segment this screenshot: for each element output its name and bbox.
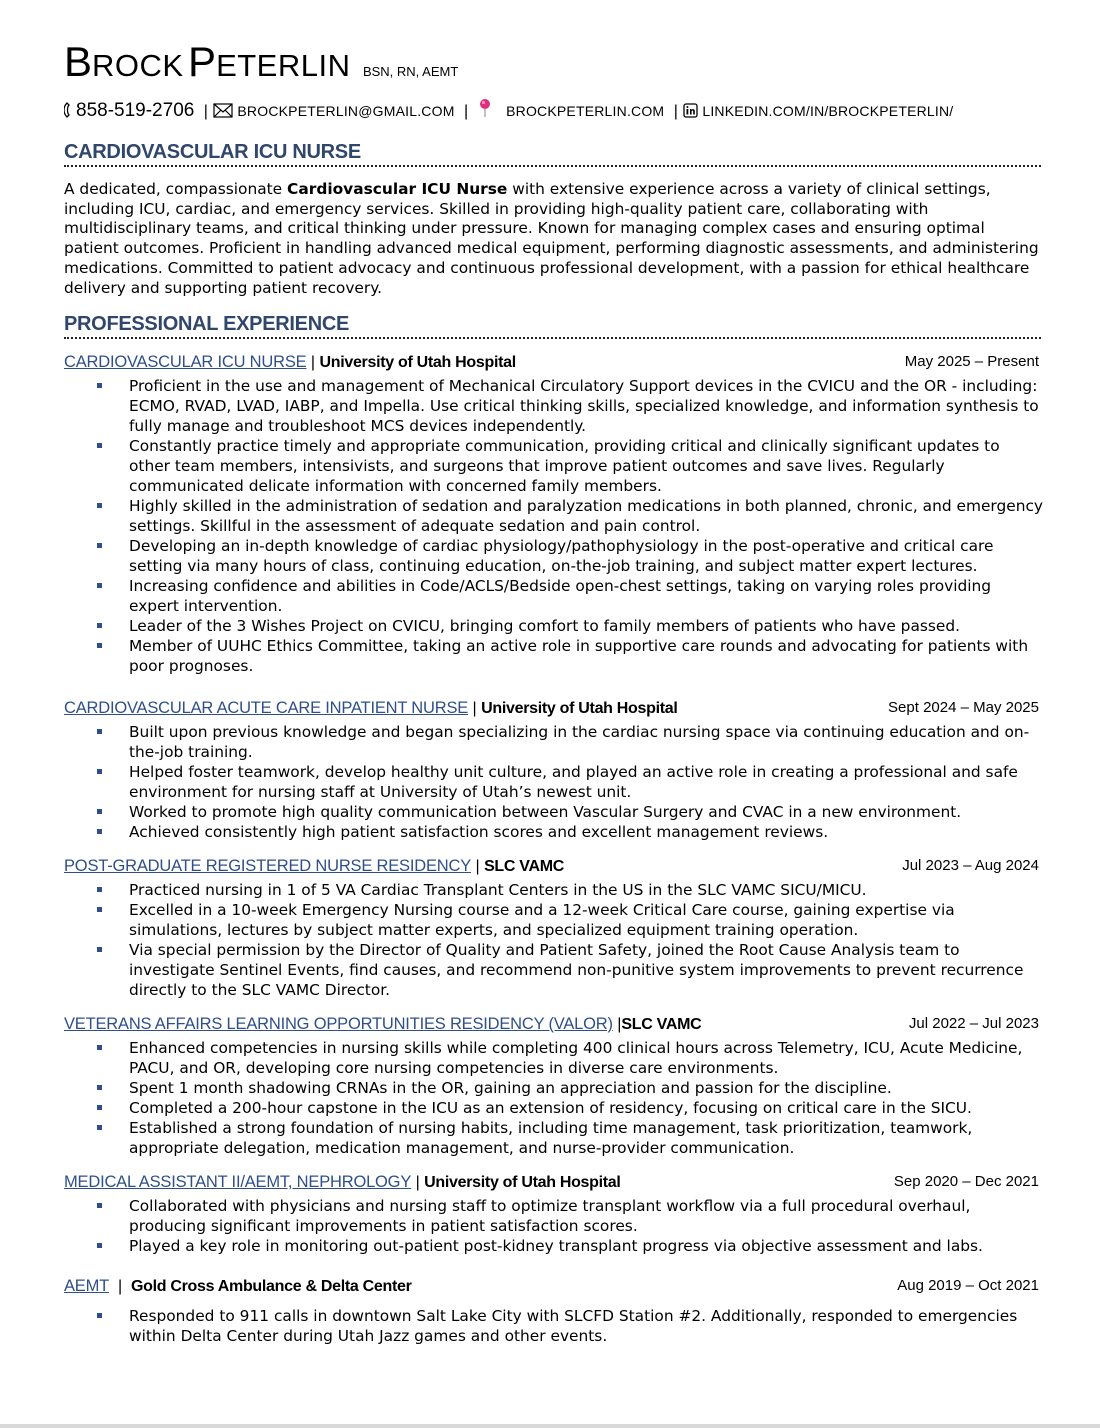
list-item: Via special permission by the Director of Quality and Patient Safety, joined the Root Cause Analysis team to investigate Sentinel Events, find causes, and recommend non-punitive system improvements to prevent recurrence directly to the SLC VAMC Director.	[64, 940, 1044, 1000]
email-link[interactable]: BROCKPETERLIN@GMAIL.COM	[237, 103, 455, 119]
name-first-initial: B	[64, 38, 93, 85]
job-header: VETERANS AFFAIRS LEARNING OPPORTUNITIES RESIDENCY (VALOR) |SLC VAMC Jul 2022 – Jul 2023	[64, 1015, 1039, 1033]
linkedin-icon	[683, 103, 698, 123]
list-item: Member of UUHC Ethics Committee, taking an active role in supportive care rounds and advocating for patients with poor prognoses.	[64, 636, 1044, 676]
list-item: Constantly practice timely and appropriate communication, providing critical and clinically significant updates to other team members, intensivists, and surgeons that improve patient outcomes and save lives. Regularly communicated delicate information with concerned family members.	[64, 436, 1044, 496]
job-title[interactable]: POST-GRADUATE REGISTERED NURSE RESIDENCY	[64, 857, 472, 875]
name-first-rest: ROCK	[92, 48, 184, 83]
job-bullets	[64, 722, 1044, 842]
job-header: CARDIOVASCULAR ACUTE CARE INPATIENT NURSE | University of Utah Hospital Sept 2024 – May 2025	[64, 699, 1039, 717]
job-dates: Jul 2023 – Aug 2024	[902, 857, 1039, 874]
job-organization: SLC VAMC	[621, 1016, 702, 1033]
job-dates: Sept 2024 – May 2025	[888, 699, 1039, 716]
list-item: Established a strong foundation of nursing habits, including time management, task prioritization, teamwork, appropriate delegation, medication management, and nurse-provider communication.	[64, 1118, 1044, 1158]
job-dates: Aug 2019 – Oct 2021	[897, 1277, 1039, 1294]
job-title[interactable]: AEMT	[64, 1277, 110, 1295]
job-organization: Gold Cross Ambulance & Delta Center	[130, 1278, 412, 1295]
job-dates: Sep 2020 – Dec 2021	[893, 1173, 1039, 1190]
website-link[interactable]: BROCKPETERLIN.COM	[506, 103, 665, 119]
separator: |	[203, 103, 208, 120]
list-item: Leader of the 3 Wishes Project on CVICU, bringing comfort to family members of patients who have passed.	[64, 616, 1044, 636]
job-bullets	[64, 1038, 1044, 1158]
list-item: Played a key role in monitoring out-patient post-kidney transplant progress via objective assessment and labs.	[64, 1236, 1044, 1256]
job-header: CARDIOVASCULAR ICU NURSE | University of Utah Hospital May 2025 – Present	[64, 353, 1039, 371]
job-header: MEDICAL ASSISTANT II/AEMT, NEPHROLOGY | University of Utah Hospital Sep 2020 – Dec 2021	[64, 1173, 1039, 1191]
page-edge	[0, 1424, 1100, 1428]
list-item: Achieved consistently high patient satisfaction scores and excellent management reviews.	[64, 822, 1044, 842]
list-item: Highly skilled in the administration of sedation and paralyzation medications in both planned, chronic, and emergency settings. Skillful in the assessment of adequate sedation and pain control.	[64, 496, 1044, 536]
credentials: BSN, RN, AEMT	[362, 64, 459, 79]
phone-number[interactable]: 858-519-2706	[76, 100, 195, 121]
candidate-name	[64, 38, 458, 86]
list-item: Built upon previous knowledge and began specializing in the cardiac nursing space via continuing education and on-the-job training.	[64, 722, 1044, 762]
list-item: Practiced nursing in 1 of 5 VA Cardiac Transplant Centers in the US in the SLC VAMC SICU/MICU.	[64, 880, 1044, 900]
job-organization: University of Utah Hospital	[424, 1174, 621, 1191]
job-bullets	[64, 376, 1044, 676]
section-divider	[64, 337, 1041, 339]
linkedin-link[interactable]: LINKEDIN.COM/IN/BROCKPETERLIN/	[702, 103, 954, 119]
job-title[interactable]: CARDIOVASCULAR ACUTE CARE INPATIENT NURSE	[64, 699, 469, 717]
list-item: Developing an in-depth knowledge of cardiac physiology/pathophysiology in the post-operative and critical care setting via many hours of class, continuing education, on-the-job training, and subject matter expert lectures.	[64, 536, 1044, 576]
separator: |	[673, 103, 678, 120]
section-divider	[64, 165, 1041, 167]
list-item: Enhanced competencies in nursing skills while completing 400 clinical hours across Telemetry, ICU, Acute Medicine, PACU, and OR, developing core nursing competencies in diverse care environments.	[64, 1038, 1044, 1078]
job-organization: University of Utah Hospital	[319, 354, 516, 371]
list-item: Increasing confidence and abilities in Code/ACLS/Bedside open-chest settings, taking on varying roles providing expert intervention.	[64, 576, 1044, 616]
job-organization: SLC VAMC	[484, 858, 565, 875]
name-last-initial: P	[188, 38, 217, 85]
job-header: AEMT | Gold Cross Ambulance & Delta Center Aug 2019 – Oct 2021	[64, 1277, 1039, 1295]
job-header: POST-GRADUATE REGISTERED NURSE RESIDENCY | SLC VAMC Jul 2023 – Aug 2024	[64, 857, 1039, 875]
email-icon	[213, 103, 233, 123]
separator: |	[464, 103, 469, 120]
summary-paragraph: A dedicated, compassionate Cardiovascular ICU Nurse with extensive experience across a variety of clinical settings, including ICU, cardiac, and emergency services. Skilled in providing high-quality patient care, collaborating with multidisciplinary teams, and critical thinking under pressure. Known for managing complex cases and ensuring optimal patient outcomes. Proficient in handling advanced medical equipment, performing diagnostic assessments, and administering medications. Committed to patient advocacy and continuous professional development, with a passion for ethical healthcare delivery and supporting patient recovery.	[64, 180, 1039, 297]
list-item: Completed a 200-hour capstone in the ICU as an extension of residency, focusing on critical care in the SICU.	[64, 1098, 1044, 1118]
contact-line	[64, 98, 953, 123]
name-last-rest: ETERLIN	[216, 48, 351, 83]
job-bullets	[64, 1306, 1044, 1346]
list-item: Responded to 911 calls in downtown Salt Lake City with SLCFD Station #2. Additionally, responded to emergencies within Delta Center during Utah Jazz games and other events.	[64, 1306, 1044, 1346]
summary-heading: CARDIOVASCULAR ICU NURSE	[64, 141, 361, 163]
list-item: Proficient in the use and management of Mechanical Circulatory Support devices in the CVICU and the OR - including: ECMO, RVAD, LVAD, IABP, and Impella. Use critical thinking skills, specialized knowledge, and information synthesis to fully manage and troubleshoot MCS devices independently.	[64, 376, 1044, 436]
list-item: Helped foster teamwork, develop healthy unit culture, and played an active role in creating a professional and safe environment for nursing staff at University of Utah’s newest unit.	[64, 762, 1044, 802]
list-item: Worked to promote high quality communication between Vascular Surgery and CVAC in a new environment.	[64, 802, 1044, 822]
list-item: Collaborated with physicians and nursing staff to optimize transplant workflow via a full procedural overhaul, producing significant improvements in patient satisfaction scores.	[64, 1196, 1044, 1236]
list-item: Spent 1 month shadowing CRNAs in the OR, gaining an appreciation and passion for the discipline.	[64, 1078, 1044, 1098]
job-dates: May 2025 – Present	[904, 353, 1039, 370]
job-title[interactable]: CARDIOVASCULAR ICU NURSE	[64, 353, 307, 371]
summary-title-bold: Cardiovascular ICU Nurse	[287, 180, 508, 198]
experience-heading: PROFESSIONAL EXPERIENCE	[64, 313, 350, 335]
job-bullets	[64, 880, 1044, 1000]
job-dates: Jul 2022 – Jul 2023	[908, 1015, 1039, 1032]
job-organization: University of Utah Hospital	[481, 700, 678, 717]
phone-icon	[64, 102, 76, 123]
list-item: Excelled in a 10-week Emergency Nursing course and a 12-week Critical Care course, gaining expertise via simulations, lectures by subject matter experts, and specialized equipment training operation.	[64, 900, 1044, 940]
map-pin-icon	[478, 98, 492, 123]
job-title[interactable]: VETERANS AFFAIRS LEARNING OPPORTUNITIES RESIDENCY (VALOR)	[64, 1015, 613, 1033]
job-title[interactable]: MEDICAL ASSISTANT II/AEMT, NEPHROLOGY	[64, 1173, 412, 1191]
job-bullets	[64, 1196, 1044, 1256]
